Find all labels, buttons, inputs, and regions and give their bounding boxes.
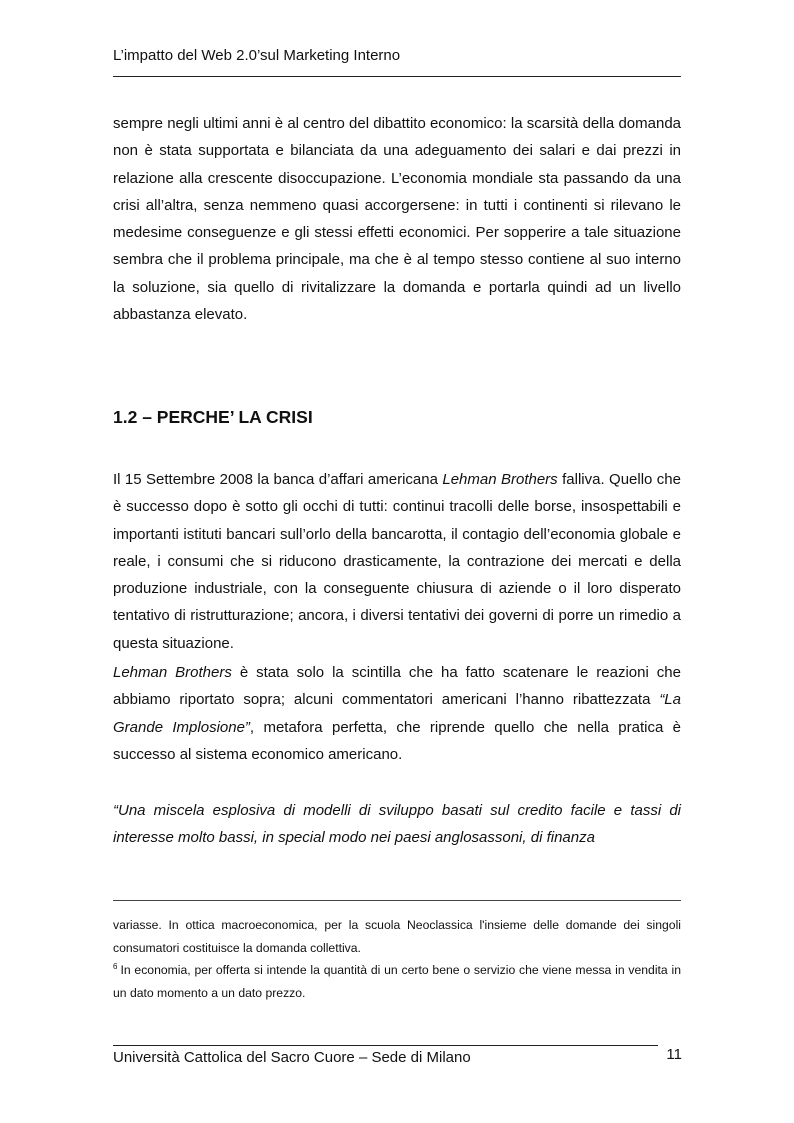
quote-paragraph: “Una miscela esplosiva di modelli di sviluppo basati sul credito facile e tassi di interesse molto bassi, in special modo nei paesi anglosassoni, di finanza — [113, 802, 681, 847]
footer-rule — [113, 1045, 658, 1046]
paragraph-3-part-1: è stata solo la scintilla che ha fatto scatenare le reazioni che abbiamo riportato sopra; alcuni commentatori americani l’hanno ribattezzata — [113, 664, 681, 709]
paragraph-2-part-2: falliva. Quello che è successo dopo è sotto gli occhi di tutti: continui tracolli delle borse, insospettabili e importanti istituti bancari sull’orlo della bancarotta, il contagio dell’economia globale e reale, i consumi che si riducono drasticamente, la contrazione dei mercati e della produzione industriale, con la conseguente chiusura di aziende o il loro disperato tentativo di ristrutturazione; ancora, i diversi tentativi dei governi di porre un rimedio a questa situazione. — [113, 471, 681, 652]
running-header: L’impatto del Web 2.0’sul Marketing Interno — [113, 47, 401, 64]
footnote-continuation: variasse. In ottica macroeconomica, per la scuola Neoclassica l'insieme delle domande dei singoli consumatori costituisce la domanda collettiva. — [113, 918, 681, 955]
paragraph-3-emphasis-2: “La Grande Implosione” — [113, 691, 681, 736]
paragraph-1: sempre negli ultimi anni è al centro del dibattito economico: la scarsità della domanda non è stata supportata e bilanciata da una adeguamento dei salari e dai prezzi in relazione alla crescente disoccupazione. L’economia mondiale sta passando da una crisi all’altra, senza nemmeno quasi accorgersene: in tutti i continenti si rilevano le medesime conseguenze e gli stessi effetti economici. Per sopperire a tale situazione sembra che il problema principale, ma che è al tempo stesso contiene al suo interno la soluzione, sia quello di rivitalizzare la domanda e portarla quindi ad un livello abbastanza elevato. — [113, 115, 681, 324]
paragraph-3-emphasis-1: Lehman Brothers — [113, 664, 232, 681]
footnote-6-marker: 6 — [113, 962, 118, 971]
footnote-6-text: In economia, per offerta si intende la quantità di un certo bene o servizio che viene messa in vendita in un dato momento a un dato prezzo. — [113, 963, 681, 1000]
paragraph-2 — [113, 466, 681, 657]
paragraph-2-part-1: Il 15 Settembre 2008 la banca d’affari americana — [113, 471, 443, 488]
paragraph-2-emphasis: Lehman Brothers — [442, 471, 558, 488]
footer-institution: Università Cattolica del Sacro Cuore – Sede di Milano — [113, 1049, 471, 1066]
header-rule — [113, 76, 681, 77]
paragraph-3-part-2: , metafora perfetta, che riprende quello che nella pratica è successo al sistema economico americano. — [113, 718, 681, 763]
paragraph-3 — [113, 659, 681, 768]
section-heading: 1.2 – PERCHE’ LA CRISI — [113, 407, 313, 427]
footnote-rule — [113, 900, 681, 901]
page-number: 11 — [666, 1046, 682, 1063]
footnote-6 — [113, 959, 681, 1004]
